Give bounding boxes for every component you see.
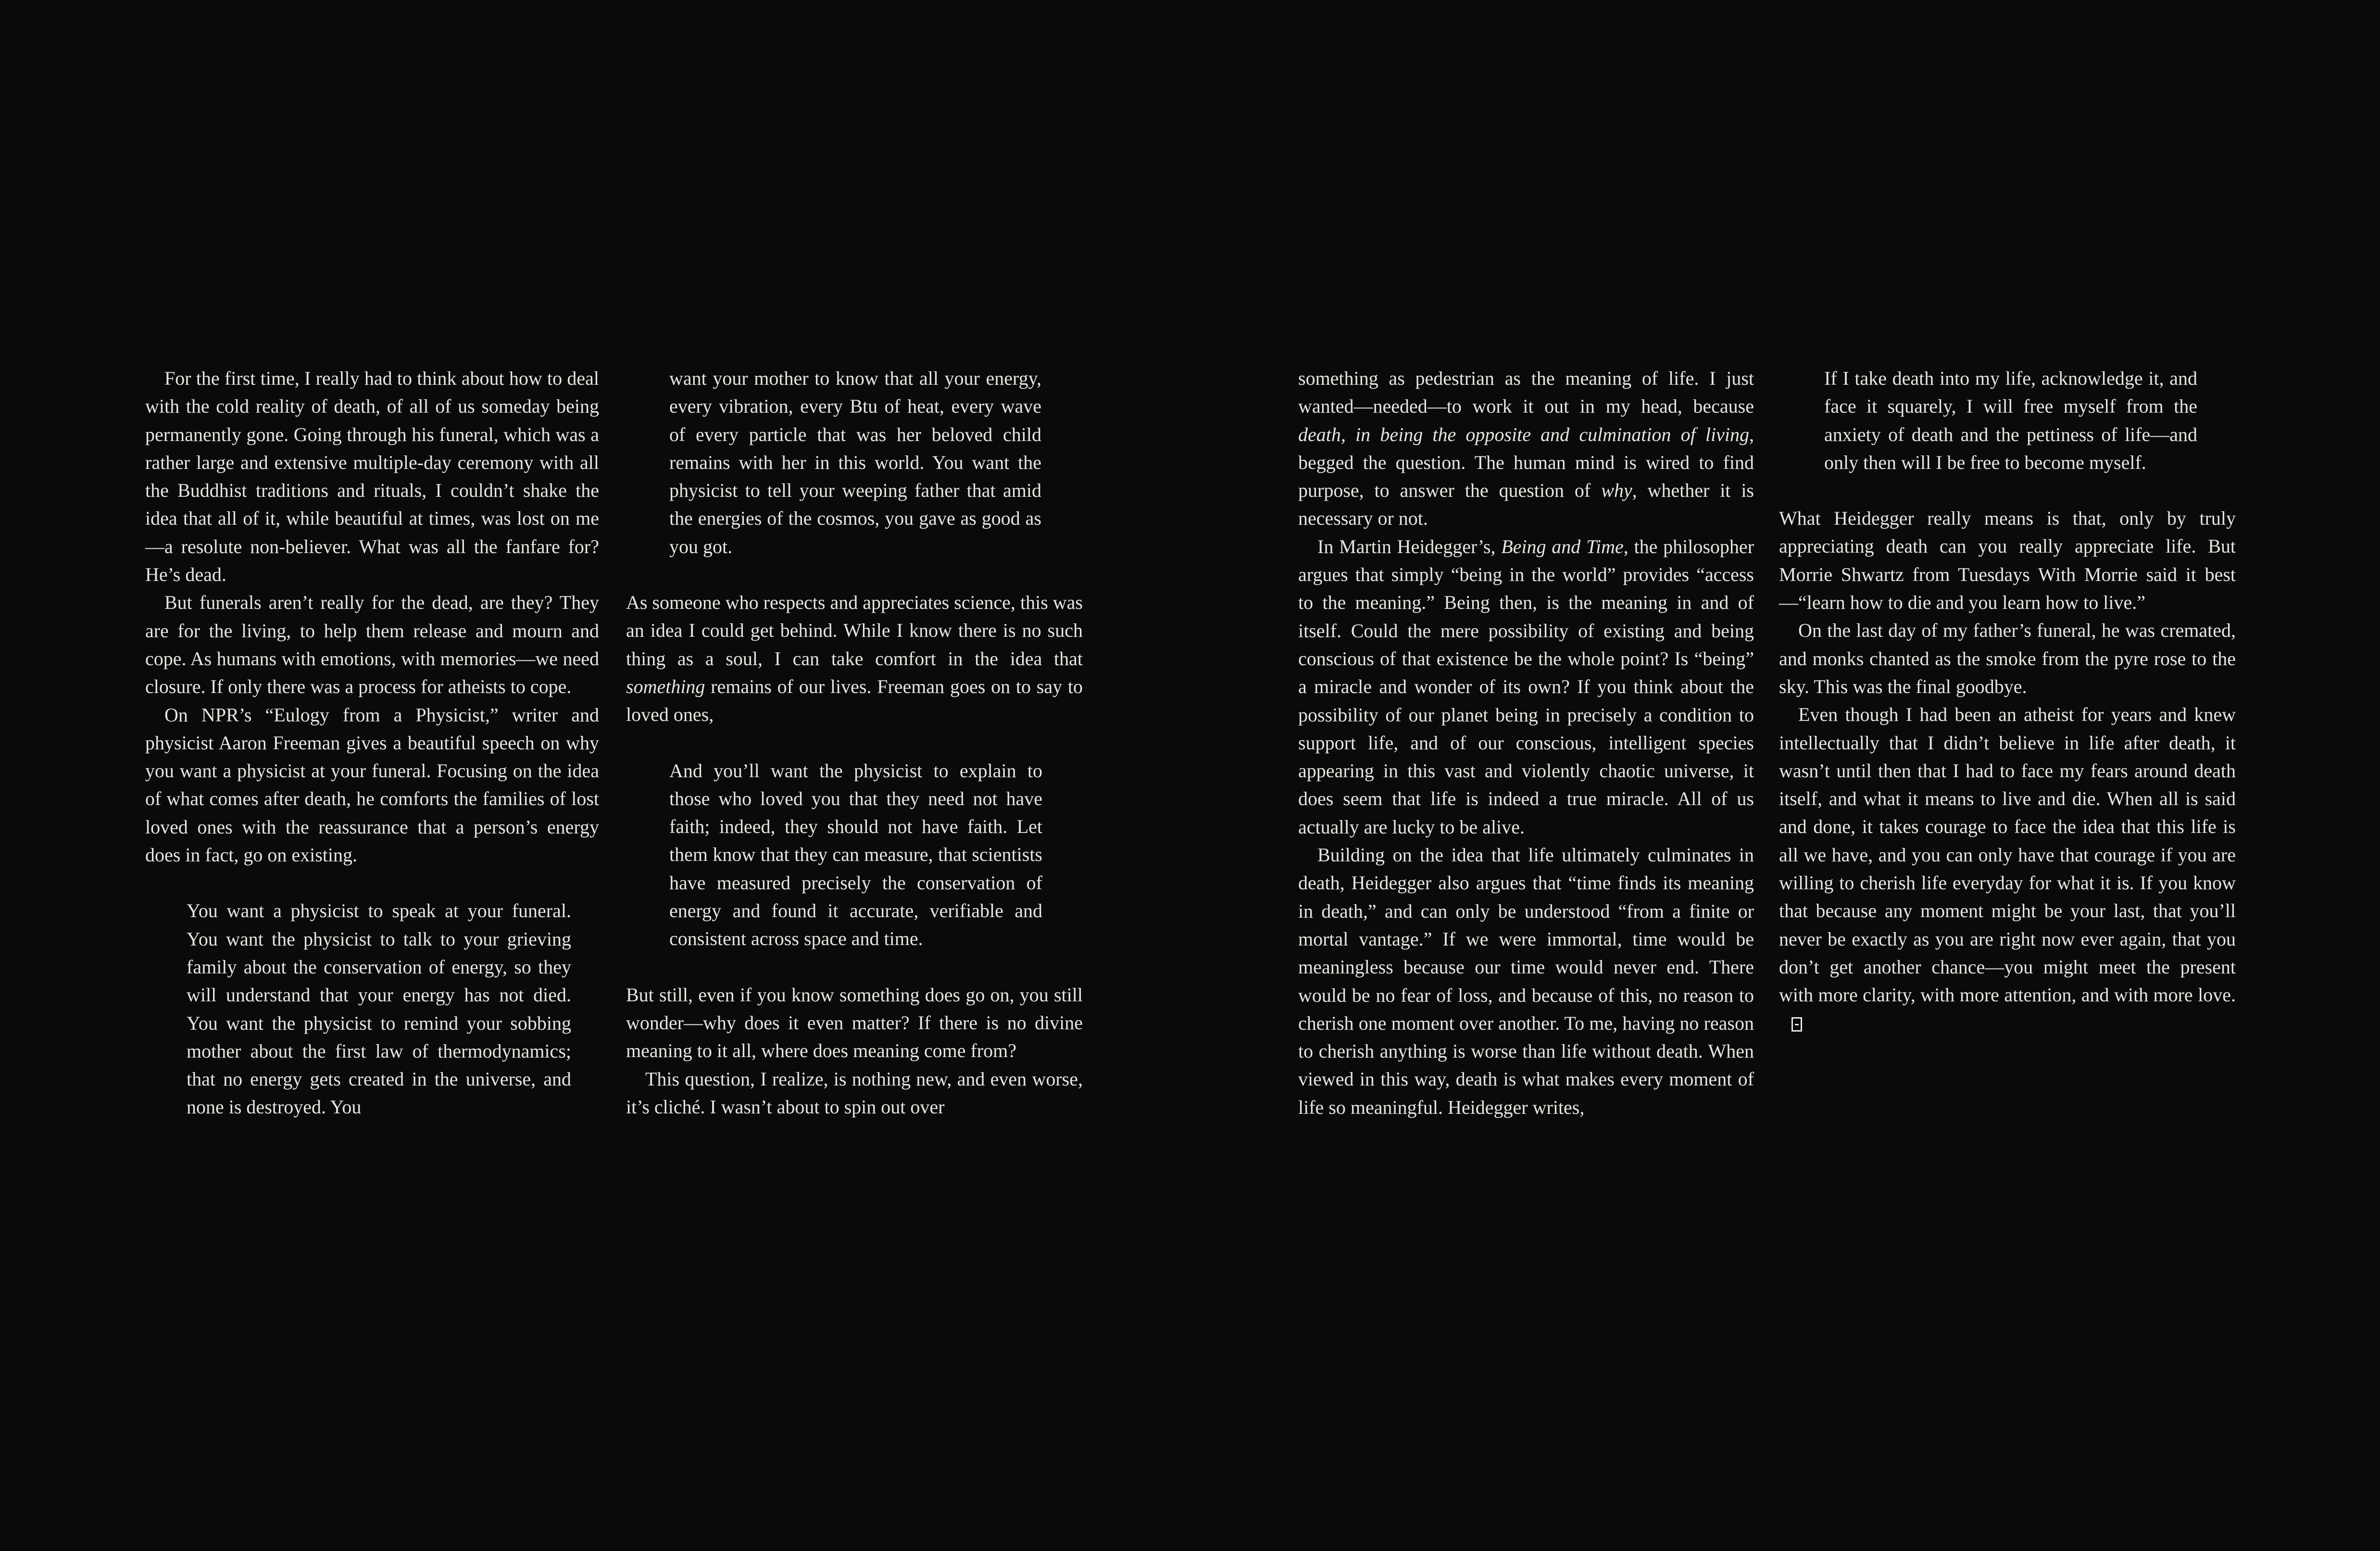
- paragraph: [1298, 365, 1754, 533]
- text-run: As someone who respects and appreciates science, this was an idea I could get behind. While I know there is no such thing as a soul, I can take comfort in the idea that: [626, 592, 1083, 669]
- emphasis: why: [1601, 479, 1632, 502]
- text-column-1: [145, 365, 599, 1122]
- text-run: In Martin Heidegger’s,: [1317, 535, 1502, 557]
- paragraph: What Heidegger really means is that, only by truly appreciating death can you really appreciate life. But Morrie Shwartz from Tuesdays With Morrie said it best—“learn how to die and you learn how to live.”: [1779, 507, 2236, 614]
- paragraph: On NPR’s “Eulogy from a Physicist,” writer and physicist Aaron Freeman gives a beautiful speech on why you want a physicist at your funeral. Focusing on the idea of what comes after death, he comforts the families of lost loved ones with the reassurance that a person’s energy does in fact, go on existing.: [145, 704, 599, 866]
- paragraph: Building on the idea that life ultimately culminates in death, Heidegger also argues that “time finds its meaning in death,” and can only be understood “from a finite or mortal vantage.” If we were immortal, time would be meaningless because our time would never end. There would be no fear of loss, and because of this, no reason to cherish one moment over another. To me, having no reason to cherish anything is worse than life without death. When viewed in this way, death is what makes every moment of life so meaningful. Heidegger writes,: [1298, 844, 1754, 1118]
- text-run: , begged the question. The human mind is wired to find purpose, to answer the question of: [1298, 423, 1754, 502]
- block-quote-freeman-2: [626, 757, 1083, 953]
- end-of-article-square-icon: [1791, 1017, 1802, 1032]
- text-run: , the philosopher argues that simply “being in the world” provides “access to the meaning.” Being then, is the meaning in and of itself. Could the mere possibility of existing and being conscious of that existence be the whole point? Is “being” a miracle and wonder of its own? If you think about the possibility of our planet being in precisely a condition to support life, and of our conscious, intelligent species appearing in this vast and violently chaotic universe, it does seem that life is indeed a true miracle. All of us actually are lucky to be alive.: [1298, 535, 1754, 838]
- paragraph: This question, I realize, is nothing new, and even worse, it’s cliché. I wasn’t about to spin out over: [626, 1068, 1083, 1118]
- text-run: something as pedestrian as the meaning of life. I just wanted—needed—to work it out in my head, because: [1298, 367, 1754, 417]
- quote-text: If I take death into my life, acknowledge it, and face it squarely, I will free myself from the anxiety of death and the pettiness of life—and only then will I be free to become myself.: [1824, 367, 2197, 473]
- paragraph: [1779, 701, 2236, 1037]
- paragraph: [1298, 533, 1754, 841]
- quote-text: You want a physicist to speak at your funeral. You want the physicist to talk to your grieving family about the conservation of energy, so they will understand that your energy has not died. You want the physicist to remind your sobbing mother about the first law of thermodynamics; that no energy gets created in the universe, and none is destroyed. You: [187, 900, 571, 1118]
- block-quote-heidegger: [1779, 365, 2236, 477]
- emphasis: Being and Time: [1501, 535, 1624, 557]
- text-run: , whether it is necessary or not.: [1298, 479, 1754, 530]
- paragraph: But funerals aren’t really for the dead, are they? They are for the living, to help them release and mourn and cope. As humans with emotions, with memories—we need closure. If only there was a process for atheists to cope.: [145, 592, 599, 698]
- quote-text: And you’ll want the physicist to explain to those who loved you that they need not have faith; indeed, they should not have faith. Let them know that they can measure, that scientists have measured precisely the conservation of energy and found it accurate, verifiable and consistent across space and time.: [669, 759, 1042, 950]
- text-column-3: [1298, 365, 1754, 1122]
- paragraph: But still, even if you know something does go on, you still wonder—why does it even matter? If there is no divine meaning to it all, where does meaning come from?: [626, 984, 1083, 1062]
- text-run: Even though I had been an atheist for years and knew intellectually that I didn’t believe in life after death, it wasn’t until then that I had to face my fears around death itself, and what it means to live and die. When all is said and done, it takes courage to face the idea that this life is all we have, and you can only have that courage if you are willing to cherish life everyday for what it is. If you know that because any moment might be your last, that you’ll never be exactly as you are right now ever again, that you don’t get another chance—you might meet the present with more clarity, with more attention, and with more love.: [1779, 704, 2236, 1006]
- quote-text: want your mother to know that all your energy, every vibration, every Btu of heat, every wave of every particle that was her beloved child remains with her in this world. You want the physicist to tell your weeping father that amid the energies of the cosmos, you gave as good as you got.: [669, 367, 1041, 557]
- paragraph: For the first time, I really had to think about how to deal with the cold reality of death, of all of us someday being permanently gone. Going through his funeral, which was a rather large and extensive multiple-day ceremony with all the Buddhist traditions and rituals, I couldn’t shake the idea that all of it, while beautiful at times, was lost on me—a resolute non-believer. What was all the fanfare for? He’s dead.: [145, 367, 599, 586]
- text-column-4: [1779, 365, 2236, 1037]
- block-quote-freeman-1: [145, 897, 599, 1121]
- block-quote-freeman-1-continued: [626, 365, 1083, 561]
- text-run: remains of our lives. Freeman goes on to say to loved ones,: [626, 675, 1083, 726]
- emphasis: death, in being the opposite and culmination of living: [1298, 423, 1749, 445]
- text-column-2: [626, 365, 1083, 1121]
- paragraph: On the last day of my father’s funeral, he was cremated, and monks chanted as the smoke from the pyre rose to the sky. This was the final goodbye.: [1779, 619, 2236, 697]
- paragraph: [626, 589, 1083, 729]
- emphasis: something: [626, 675, 705, 697]
